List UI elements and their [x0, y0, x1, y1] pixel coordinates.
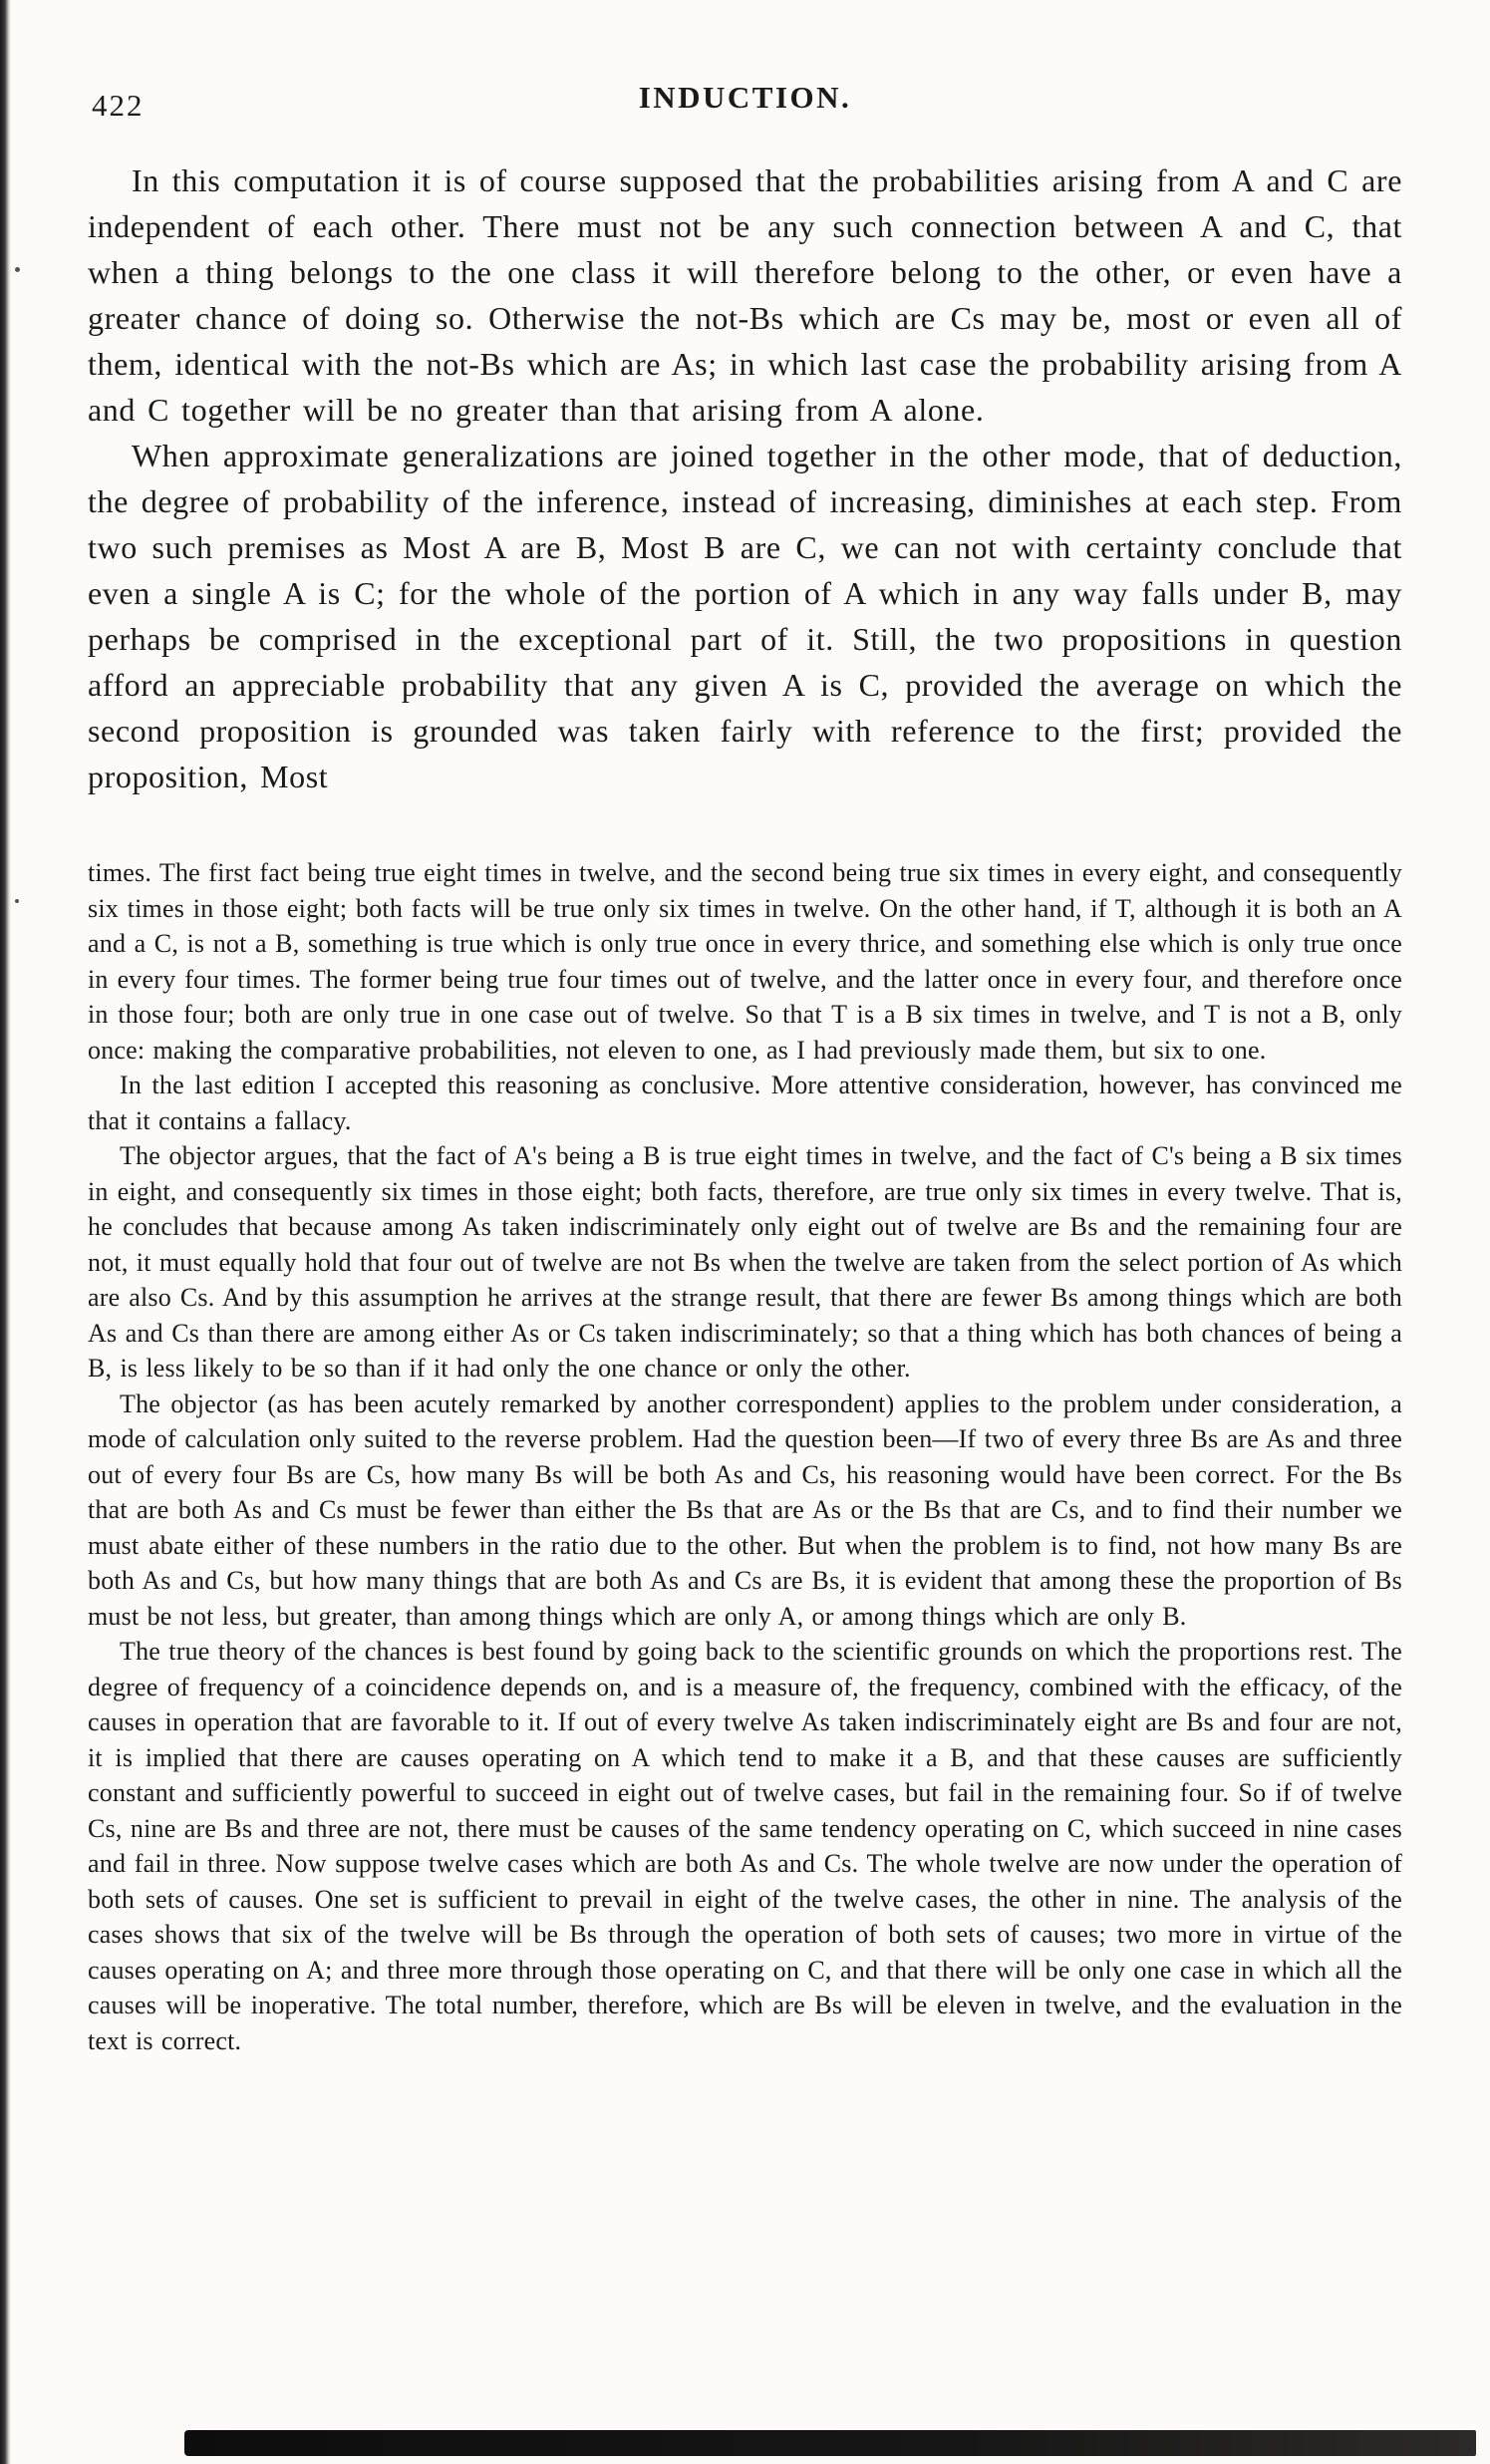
footnote-block: [88, 855, 1402, 2058]
footnote-paragraph: In the last edition I accepted this reasoning as conclusive. More attentive consideration, however, has convinced me that it contains a fallacy.: [88, 1071, 1402, 1135]
scan-left-edge-artifact: [0, 0, 11, 2464]
footnote-paragraph: The objector (as has been acutely remarked by another correspondent) applies to the problem under consideration, a mode of calculation only suited to the reverse problem. Had the question been—If two of every three Bs are As and three out of every four Bs are Cs, how many Bs will be both As and Cs, his reasoning would have been correct. For the Bs that are both As and Cs must be fewer than either the Bs that are As or the Bs that are Cs, and to find their number we must abate either of these numbers in the ratio due to the other. But when the problem is to find, not how many Bs are both As and Cs, but how many things that are both As and Cs are Bs, it is evident that among these the proportion of Bs must be not less, but greater, than among things which are only A, or among things which are only B.: [88, 1388, 1402, 1631]
footnote-paragraph: The objector argues, that the fact of A's being a B is true eight times in twelve, and the fact of C's being a B six times in eight, and consequently six times in those eight; both facts, therefore, are true only six times in every twelve. That is, he concludes that because among As taken indiscriminately only eight out of twelve are Bs and the remaining four are not, it must equally hold that four out of twelve are not Bs when the twelve are taken from the select portion of As which are also Cs. And by this assumption he arrives at the strange result, that there are fewer Bs among things which are both As and Cs than there are among either As or Cs taken indiscriminately; so that a thing which has both chances of being a B, is less likely to be so than if it had only the one chance or only the other.: [88, 1141, 1402, 1383]
footnote-paragraph: times. The first fact being true eight times in twelve, and the second being true six times in every eight, and consequently six times in those eight; both facts will be true only six times in twelve. On the other hand, if T, although it is both an A and a C, is not a B, something is true which is only true once in every thrice, and something else which is only true once in every four times. The former being true four times out of twelve, and the latter once in every four, and therefore once in those four; both are only true in one case out of twelve. So that T is a B six times in twelve, and T is not a B, only once: making the comparative probabilities, not eleven to one, as I had previously made them, but six to one.: [88, 858, 1402, 1065]
footnote-paragraph: The true theory of the chances is best found by going back to the scientific grounds on which the proportions rest. The degree of frequency of a coincidence depends on, and is a measure of, the frequency, combined with the efficacy, of the causes in operation that are favorable to it. If out of every twelve As taken indiscriminately eight are Bs and four are not, it is implied that there are causes operating on A which tend to make it a B, and that these causes are sufficiently constant and sufficiently powerful to succeed in eight out of twelve cases, but fail in the remaining four. So if of twelve Cs, nine are Bs and three are not, there must be causes of the same tendency operating on C, which succeed in nine cases and fail in three. Now suppose twelve cases which are both As and Cs. The whole twelve are now under the operation of both sets of causes. One set is sufficient to prevail in eight of the twelve cases, the other in nine. The analysis of the cases shows that six of the twelve will be Bs through the operation of both sets of causes; two more in virtue of the causes operating on A; and three more through those operating on C, and that there will be only one case in which all the causes will be inoperative. The total number, therefore, which are Bs will be eleven in twelve, and the evaluation in the text is correct.: [88, 1637, 1402, 2055]
running-head-title: INDUCTION.: [638, 80, 852, 115]
body-paragraph: In this computation it is of course supposed that the probabilities arising from A and C are independent of each other. There must not be any such connection between A and C, that when a thing belongs to the one class it will therefore belong to the other, or even have a greater chance of doing so. Otherwise the not-Bs which are Cs may be, most or even all of them, identical with the not-Bs which are As; in which last case the probability arising from A and C together will be no greater than that arising from A alone.: [88, 162, 1402, 428]
scan-speck: [15, 267, 20, 272]
scan-speck: [15, 899, 19, 903]
main-text-block: [88, 157, 1402, 799]
page-header: [90, 0, 1400, 124]
page-number: 422: [92, 88, 145, 123]
body-paragraph: When approximate generalizations are joined together in the other mode, that of deduction, the degree of probability of the inference, instead of increasing, diminishes at each step. From two such premises as Most A are B, Most B are C, we can not with certainty conclude that even a single A is C; for the whole of the portion of A which in any way falls under B, may perhaps be comprised in the exceptional part of it. Still, the two propositions in question afford an appreciable probability that any given A is C, provided the average on which the second proposition is grounded was taken fairly with reference to the first; provided the proposition, Most: [88, 438, 1402, 794]
scan-bottom-edge-artifact: [184, 2430, 1476, 2456]
